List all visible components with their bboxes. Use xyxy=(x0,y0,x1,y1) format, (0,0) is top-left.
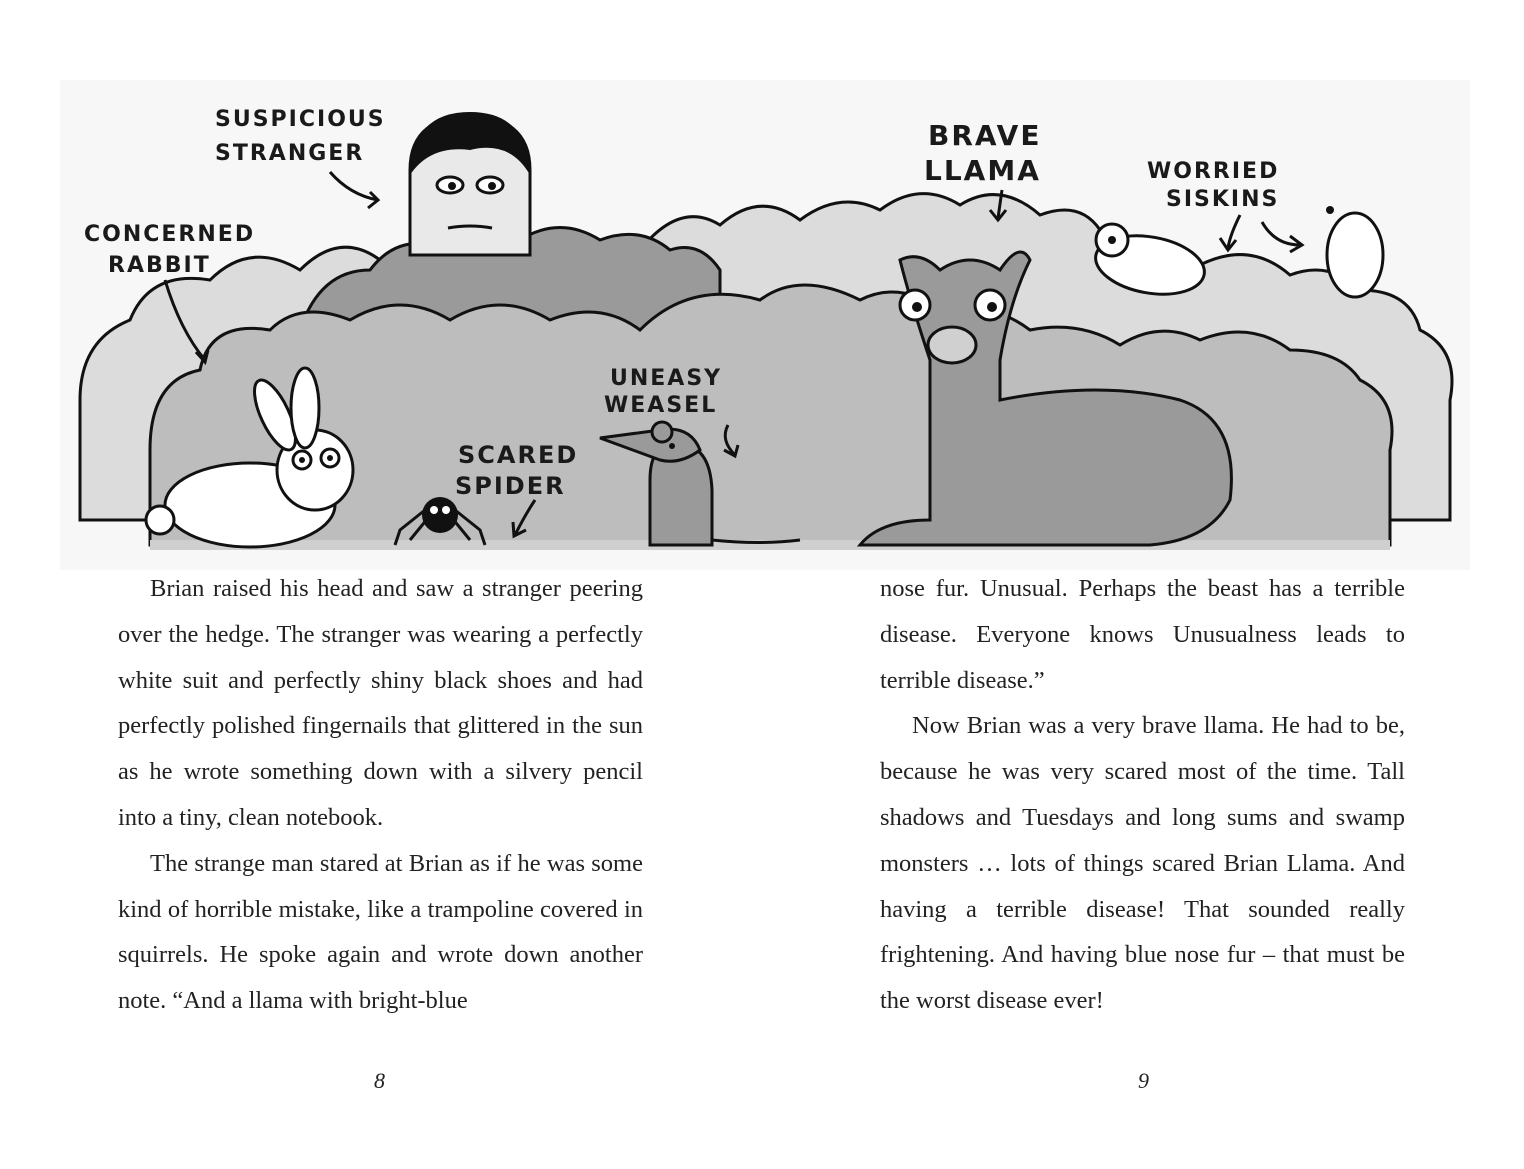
page-number-right: 9 xyxy=(1138,1068,1149,1093)
label-uneasy-line1: UNEASY xyxy=(610,366,723,391)
label-brave-line2: LLAMA xyxy=(924,154,1041,187)
label-scared-line2: SPIDER xyxy=(455,472,566,500)
label-concerned-line2: RABBIT xyxy=(108,253,211,278)
label-concerned-line1: CONCERNED xyxy=(84,222,256,247)
page-number-left: 8 xyxy=(374,1068,385,1093)
right-paragraph-1: nose fur. Unusual. Perhaps the beast has a terrible disease. Everyone knows Unusualness leads to terrible disease.” xyxy=(880,575,1405,694)
label-suspicious-line1: SUSPICIOUS xyxy=(215,107,386,132)
label-scared-line1: SCARED xyxy=(458,441,579,469)
label-suspicious-line2: STRANGER xyxy=(215,141,365,166)
label-worried-line1: WORRIED xyxy=(1147,159,1280,184)
left-paragraph-2: The strange man stared at Brian as if he was some kind of horrible mistake, like a trampoline covered in squirrels. He spoke again and wrote down another note. “And a llama with bright-blue xyxy=(118,849,643,1015)
suspicious-stranger-figure xyxy=(410,112,530,255)
label-worried-line2: SISKINS xyxy=(1166,187,1280,212)
right-paragraph-2: Now Brian was a very brave llama. He had to be, because he was very scared most of the time. Tall shadows and Tuesdays and long sums and swamp monsters … lots of things scared Brian Llama. And having a terrible disease! That sounded really frightening. And having blue nose fur – that must be the worst disease ever! xyxy=(880,712,1405,1015)
label-uneasy-line2: WEASEL xyxy=(604,393,718,418)
hedge-illustration xyxy=(0,0,1524,580)
left-page-text xyxy=(118,566,643,1024)
left-paragraph-1: Brian raised his head and saw a stranger peering over the hedge. The stranger was wearing a perfectly white suit and perfectly shiny black shoes and had perfectly polished fingernails that glittered in the sun as he wrote something down with a silvery pencil into a tiny, clean notebook. xyxy=(118,575,643,831)
label-brave-line1: BRAVE xyxy=(928,119,1042,152)
right-page-text xyxy=(880,566,1405,1024)
